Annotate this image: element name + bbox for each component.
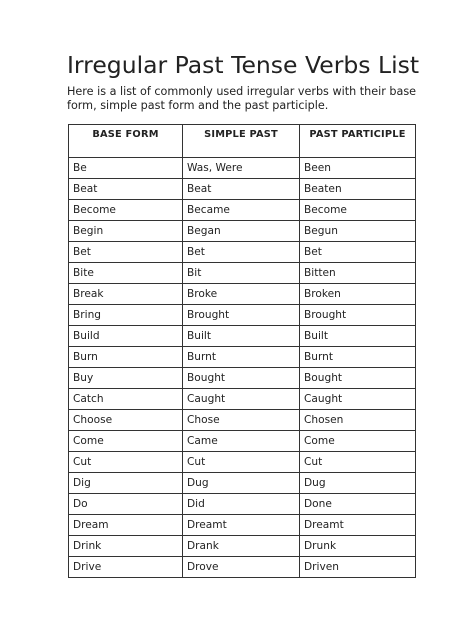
base-form-cell: Beat [69,179,183,200]
table-row [69,326,416,347]
base-form-cell: Come [69,431,183,452]
simple-past-cell: Dug [183,473,300,494]
simple-past-cell: Beat [183,179,300,200]
header-simple-past: SIMPLE PAST [183,125,300,158]
base-form-cell: Catch [69,389,183,410]
past-participle-cell: Brought [300,305,416,326]
base-form-cell: Buy [69,368,183,389]
simple-past-cell: Brought [183,305,300,326]
past-participle-cell: Bitten [300,263,416,284]
table-row [69,557,416,578]
table-row [69,158,416,179]
simple-past-cell: Drove [183,557,300,578]
base-form-cell: Drive [69,557,183,578]
past-participle-cell: Bet [300,242,416,263]
simple-past-cell: Drank [183,536,300,557]
table-row [69,200,416,221]
base-form-cell: Bet [69,242,183,263]
simple-past-cell: Bit [183,263,300,284]
base-form-cell: Dream [69,515,183,536]
base-form-cell: Dig [69,473,183,494]
base-form-cell: Do [69,494,183,515]
past-participle-cell: Dug [300,473,416,494]
past-participle-cell: Burnt [300,347,416,368]
table-row [69,389,416,410]
table-row [69,179,416,200]
simple-past-cell: Bought [183,368,300,389]
base-form-cell: Cut [69,452,183,473]
document-title: Irregular Past Tense Verbs List [67,51,420,79]
simple-past-cell: Burnt [183,347,300,368]
base-form-cell: Choose [69,410,183,431]
base-form-cell: Drink [69,536,183,557]
simple-past-cell: Cut [183,452,300,473]
table-row [69,410,416,431]
simple-past-cell: Chose [183,410,300,431]
past-participle-cell: Been [300,158,416,179]
base-form-cell: Be [69,158,183,179]
base-form-cell: Bite [69,263,183,284]
table-row [69,242,416,263]
base-form-cell: Burn [69,347,183,368]
base-form-cell: Bring [69,305,183,326]
table-row [69,536,416,557]
verbs-table [68,124,416,578]
past-participle-cell: Broken [300,284,416,305]
table-row [69,221,416,242]
table-row [69,452,416,473]
past-participle-cell: Cut [300,452,416,473]
simple-past-cell: Caught [183,389,300,410]
past-participle-cell: Begun [300,221,416,242]
table-header-row [69,125,416,158]
simple-past-cell: Broke [183,284,300,305]
past-participle-cell: Become [300,200,416,221]
table-row [69,263,416,284]
intro-paragraph: Here is a list of commonly used irregular verbs with their base form, simple past form and the past participle. [67,85,417,112]
table-row [69,494,416,515]
simple-past-cell: Dreamt [183,515,300,536]
past-participle-cell: Chosen [300,410,416,431]
simple-past-cell: Was, Were [183,158,300,179]
past-participle-cell: Drunk [300,536,416,557]
past-participle-cell: Dreamt [300,515,416,536]
simple-past-cell: Came [183,431,300,452]
past-participle-cell: Come [300,431,416,452]
base-form-cell: Break [69,284,183,305]
past-participle-cell: Done [300,494,416,515]
table-row [69,305,416,326]
table-row [69,515,416,536]
past-participle-cell: Driven [300,557,416,578]
table-row [69,347,416,368]
base-form-cell: Become [69,200,183,221]
past-participle-cell: Beaten [300,179,416,200]
base-form-cell: Build [69,326,183,347]
verbs-table-body [69,158,416,578]
simple-past-cell: Became [183,200,300,221]
table-row [69,368,416,389]
past-participle-cell: Built [300,326,416,347]
base-form-cell: Begin [69,221,183,242]
table-row [69,473,416,494]
header-past-participle: PAST PARTICIPLE [300,125,416,158]
table-row [69,431,416,452]
simple-past-cell: Began [183,221,300,242]
past-participle-cell: Caught [300,389,416,410]
header-base-form: BASE FORM [69,125,183,158]
simple-past-cell: Bet [183,242,300,263]
past-participle-cell: Bought [300,368,416,389]
simple-past-cell: Did [183,494,300,515]
simple-past-cell: Built [183,326,300,347]
table-row [69,284,416,305]
